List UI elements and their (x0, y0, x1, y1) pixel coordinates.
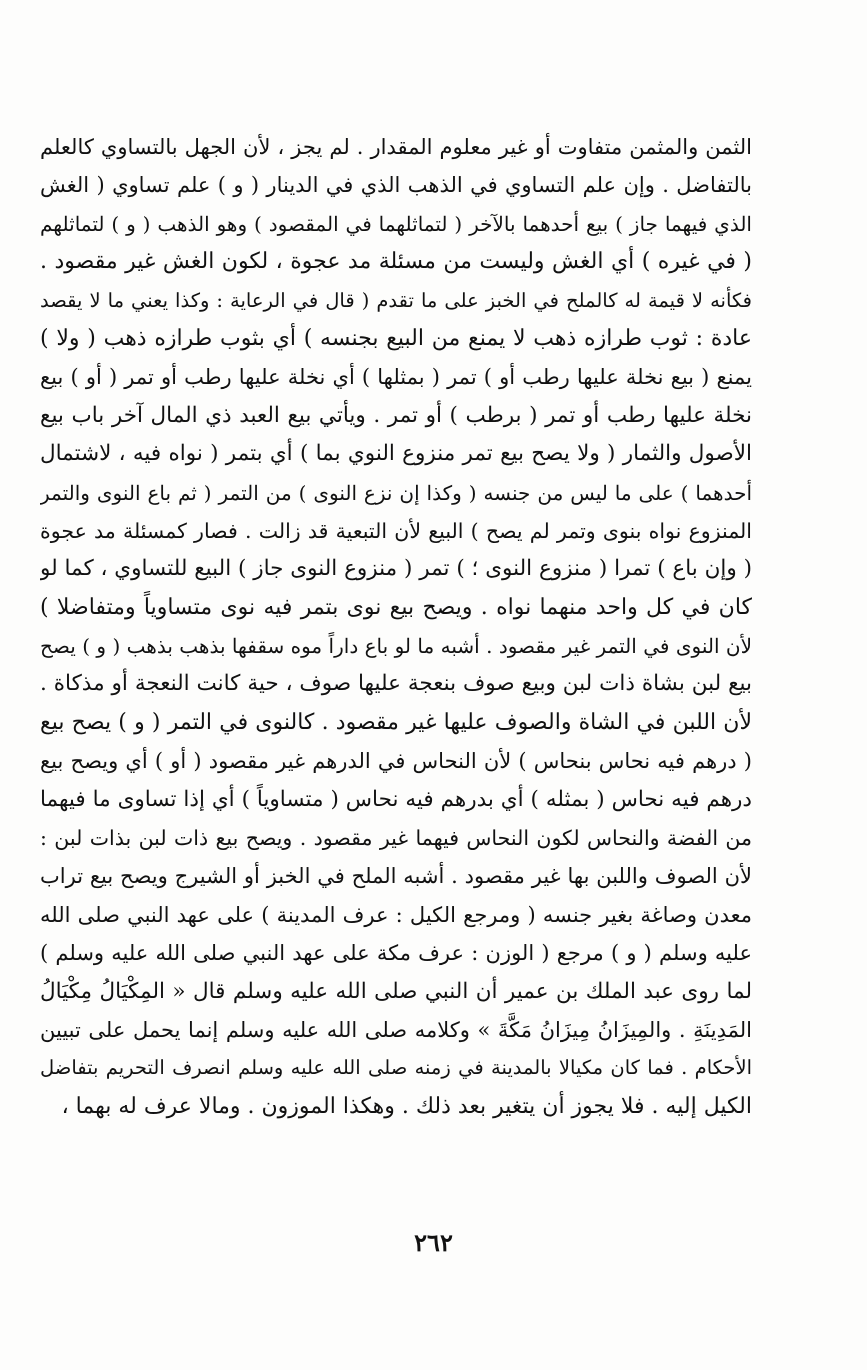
text-line: أحدهما ) على ما ليس من جنسه ( وكذا إن نزع النوى ) من التمر ( ثم باع النوى والتمر (40, 480, 752, 505)
text-line: ( درهم فيه نحاس بنحاس ) لأن النحاس في الدرهم غير مقصود ( أو ) أي ويصح بيع (40, 749, 752, 774)
page-number: ٢٦٢ (414, 1228, 453, 1257)
text-line: عادة : ثوب طرازه ذهب لا يمنع من البيع بجنسه ) أي بثوب طرازه ذهب ( ولا ) (40, 325, 752, 351)
text-line: من الفضة والنحاس لكون النحاس فيهما غير مقصود . ويصح بيع ذات لبن بذات لبن : (40, 826, 752, 851)
text-line: لأن اللبن في الشاة والصوف عليها غير مقصود . كالنوى في التمر ( و ) يصح بيع (40, 709, 752, 735)
text-line: المنزوع نواه بنوى وتمر لم يصح ) البيع لأن التبعية قد زالت . فصار كمسئلة مد عجوة (40, 518, 752, 543)
text-line: يمنع ( بيع نخلة عليها رطب أو ) تمر ( بمثلها ) أي نخلة عليها رطب أو تمر ( أو ) بيع (40, 365, 752, 390)
text-line: الذي فيهما جاز ) بيع أحدهما بالآخر ( لتماثلهما في المقصود ) وهو الذهب ( و ) لتماثلهم (40, 211, 752, 236)
text-line: درهم فيه نحاس ( بمثله ) أي بدرهم فيه نحاس ( متساوياً ) أي إذا تساوى ما فيهما (40, 786, 752, 812)
text-line: لما روى عبد الملك بن عمير أن النبي صلى الله عليه وسلم قال « المِكْيَالُ مِكْيَالُ (40, 978, 752, 1004)
text-line: ( وإن باع ) تمرا ( منزوع النوى ؛ ) تمر ( منزوع النوى جاز ) البيع للتساوي ، كما لو (40, 556, 752, 582)
text-line: ( في غيره ) أي الغش وليست من مسئلة مد عجوة ، لكون الغش غير مقصود . (40, 249, 752, 275)
text-line: الأصول والثمار ( ولا يصح بيع تمر منزوع النوي بما ) أي بتمر ( نواه فيه ، لاشتمال (40, 441, 752, 467)
text-line: لأن الصوف واللبن بها غير مقصود . أشبه الملح في الخبز أو الشيرج ويصح بيع تراب (40, 864, 752, 889)
text-line: المَدِينَةِ . والمِيزَانُ مِيزَانُ مَكَّةَ » وكلامه صلى الله عليه وسلم إنما يحمل على تبيين (40, 1017, 752, 1042)
text-line: الأحكام . فما كان مكيالا بالمدينة في زمنه صلى الله عليه وسلم انصرف التحريم بتفاضل (40, 1056, 752, 1080)
text-line: بالتفاضل . وإن علم التساوي في الذهب الذي في الدينار ( و ) علم تساوي ( الغش (40, 173, 752, 198)
text-line: بيع لبن بشاة ذات لبن وبيع صوف بنعجة عليها صوف ، حية كانت النعجة أو مذكاة . (40, 671, 752, 697)
text-line: الكيل إليه . فلا يجوز أن يتغير بعد ذلك . وهكذا الموزون . ومالا عرف له بهما ، (61, 1093, 752, 1119)
text-line: نخلة عليها رطب أو تمر ( برطب ) أو تمر . ويأتي بيع العبد ذي المال آخر باب بيع (40, 402, 752, 428)
text-line: لأن النوى في التمر غير مقصود . أشبه ما لو باع داراً موه سقفها بذهب بذهب ( و ) يصح (40, 634, 752, 659)
text-line: كان في كل واحد منهما نواه . ويصح بيع نوى بتمر فيه نوى متساوياً ومتفاضلا ) (40, 594, 752, 620)
text-line: فكأنه لا قيمة له كالملح في الخبز على ما تقدم ( قال في الرعاية : وكذا يعني ما لا يقصد (40, 288, 752, 312)
text-line: الثمن والمثمن متفاوت أو غير معلوم المقدار . لم يجز ، لأن الجهل بالتساوي كالعلم (40, 135, 752, 159)
body-text (40, 128, 752, 1126)
text-line: عليه وسلم ( و ) مرجع ( الوزن : عرف مكة على عهد النبي صلى الله عليه وسلم ) (40, 941, 752, 966)
text-line: معدن وصاغة بغير جنسه ( ومرجع الكيل : عرف المدينة ) على عهد النبي صلى الله (40, 902, 752, 927)
